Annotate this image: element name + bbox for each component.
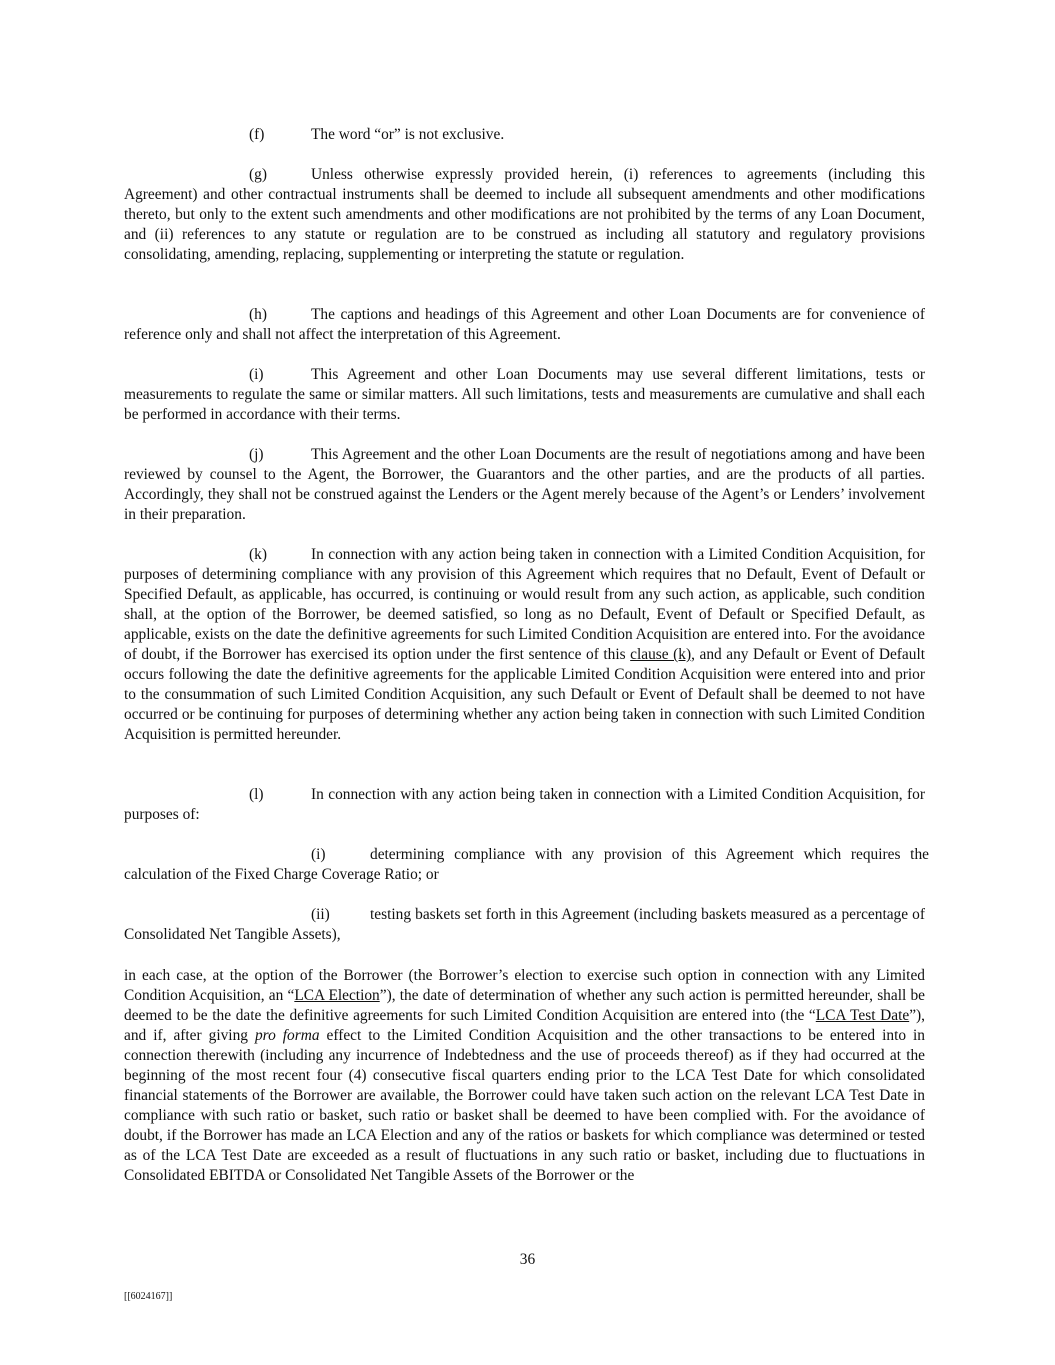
italic-term: pro forma — [254, 1027, 320, 1044]
paragraph-i — [124, 365, 925, 425]
paragraph-text: In connection with any action being taken in connection with a Limited Condition Acquisition, for purposes of: — [124, 786, 925, 823]
subparagraph-l-ii — [124, 905, 925, 945]
subparagraph-l-i — [124, 845, 929, 885]
paragraph-text: in each case, at the option of the Borrower (the Borrower’s election to exercise such option in connection with any Limited Condition Acquisition, an “ — [124, 967, 925, 1004]
paragraph-label: (i) — [249, 366, 264, 383]
clause-reference: clause (k) — [630, 646, 692, 663]
defined-term-lca-test-date: LCA Test Date — [815, 1007, 910, 1024]
paragraph-f — [124, 125, 925, 145]
paragraph-text: This Agreement and the other Loan Documents are the result of negotiations among and have been reviewed by counsel to the Agent, the Borrower, the Guarantors and the other parties, and are the products of all parties. Accordingly, they shall not be construed against the Lenders or the Agent merely because of the Agent’s or Lenders’ involvement in their preparation. — [124, 446, 925, 523]
paragraph-l — [124, 785, 925, 825]
paragraph-text: Unless otherwise expressly provided herein, (i) references to agreements (including this Agreement) and other contractual instruments shall be deemed to include all subsequent amendments and other modifications thereto, but only to the extent such amendments and other modifications are not prohibited by the terms of any Loan Document, and (ii) references to any statute or regulation are to be construed as including all statutory and regulatory provisions consolidating, amending, replacing, supplementing or interpreting the statute or regulation. — [124, 166, 925, 263]
paragraph-label: (k) — [249, 546, 267, 563]
paragraph-g — [124, 165, 925, 265]
paragraph-text: testing baskets set forth in this Agreement (including baskets measured as a percentage of Consolidated Net Tangible Assets), — [124, 906, 925, 943]
paragraph-label: (i) — [311, 846, 326, 863]
paragraph-label: (l) — [249, 786, 264, 803]
paragraph-text: The captions and headings of this Agreement and other Loan Documents are for convenience of reference only and shall not affect the interpretation of this Agreement. — [124, 306, 925, 343]
paragraph-text: determining compliance with any provision of this Agreement which requires the calculation of the Fixed Charge Coverage Ratio; or — [124, 846, 929, 883]
paragraph-closing — [124, 966, 925, 1186]
paragraph-text: In connection with any action being taken in connection with a Limited Condition Acquisition, for purposes of determining compliance with any provision of this Agreement which requires that no Default, Event of Default or Specified Default, as applicable, has occurred, is continuing or would result from any such action, as applicable, such condition shall, at the option of the Borrower, be deemed satisfied, so long as no Default, Event of Default or Specified Default, as applicable, exists on the date the definitive agreements for such Limited Condition Acquisition are entered into. For the avoidance of doubt, if the Borrower has exercised its option under the first sentence of this — [124, 546, 925, 663]
paragraph-text: effect to the Limited Condition Acquisition and the other transactions to be entered into in connection therewith (including any incurrence of Indebtedness and the use of proceeds thereof) as if they had occurred at the beginning of the most recent four (4) consecutive fiscal quarters ending prior to the LCA Test Date for which consolidated financial statements of the Borrower are available, the Borrower could have taken such action on the relevant LCA Test Date in compliance with such ratio or basket, such ratio or basket shall be deemed to have been complied with. For the avoidance of doubt, if the Borrower has made an LCA Election and any of the ratios or baskets for which compliance was determined or tested as of the LCA Test Date are exceeded as a result of fluctuations in any such ratio or basket, including due to fluctuations in Consolidated EBITDA or Consolidated Net Tangible Assets of the Borrower or the — [124, 1027, 925, 1184]
paragraph-h — [124, 305, 925, 345]
defined-term-lca-election: LCA Election — [294, 987, 380, 1004]
page-number: 36 — [519, 1251, 536, 1268]
document-id: [[6024167]] — [124, 1291, 173, 1302]
paragraph-k — [124, 545, 925, 745]
paragraph-text: ”), the date of determination of whether any such action is permitted hereunder, shall be deemed to be the date the definitive agreements for such Limited Condition Acquisition are entered into (the “ — [124, 987, 925, 1024]
paragraph-label: (ii) — [311, 906, 330, 923]
paragraph-text: ”), and if, after giving — [124, 1007, 925, 1044]
paragraph-label: (j) — [249, 446, 264, 463]
paragraph-j — [124, 445, 925, 525]
paragraph-label: (h) — [249, 306, 267, 323]
paragraph-label: (f) — [249, 126, 265, 143]
paragraph-text: This Agreement and other Loan Documents may use several different limitations, tests or measurements to regulate the same or similar matters. All such limitations, tests and measurements are cumulative and shall each be performed in accordance with their terms. — [124, 366, 925, 423]
paragraph-text: , and any Default or Event of Default occurs following the date the definitive agreements for the applicable Limited Condition Acquisition were entered into and prior to the consummation of such Limited Condition Acquisition, any such Default or Event of Default shall be deemed to not have occurred or be continuing for purposes of determining whether any action being taken in connection with such Limited Condition Acquisition is permitted hereunder. — [124, 646, 926, 743]
paragraph-text: The word “or” is not exclusive. — [311, 126, 505, 143]
paragraph-label: (g) — [249, 166, 267, 183]
